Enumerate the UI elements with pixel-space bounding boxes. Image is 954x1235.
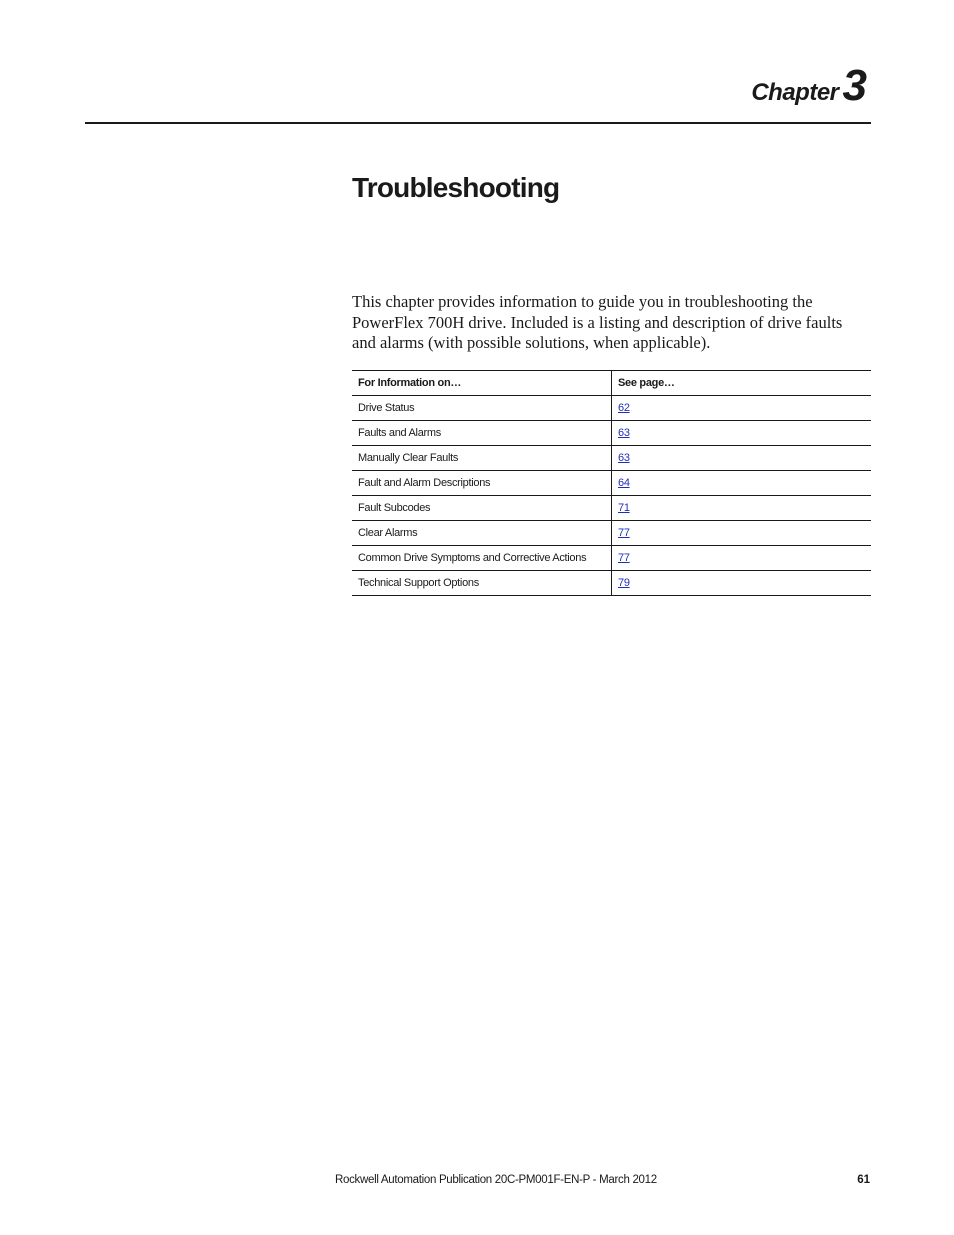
table-header-row (352, 371, 871, 396)
page-link[interactable]: 77 (618, 527, 630, 539)
column-header-topic: For Information on… (352, 371, 612, 396)
table-row (352, 446, 871, 471)
page-cell (612, 471, 872, 496)
chapter-heading (751, 61, 867, 110)
chapter-number: 3 (842, 61, 867, 110)
column-header-page: See page… (612, 371, 872, 396)
intro-paragraph: This chapter provides information to guide you in troubleshooting the PowerFlex 700H drive. Included is a listing and description of drive faults and alarms (with possible solutions, when applicable). (352, 292, 843, 352)
table-row (352, 546, 871, 571)
page-title: Troubleshooting (352, 172, 560, 203)
page-cell (612, 396, 872, 421)
page-link[interactable]: 79 (618, 577, 630, 589)
table-row (352, 521, 871, 546)
page-cell (612, 521, 872, 546)
topic-cell: Drive Status (352, 396, 612, 421)
topic-cell: Fault Subcodes (352, 496, 612, 521)
chapter-word: Chapter (751, 79, 839, 106)
topic-cell: Fault and Alarm Descriptions (352, 471, 612, 496)
footer-page-number: 61 (857, 1174, 870, 1186)
table-row (352, 421, 871, 446)
page-cell (612, 446, 872, 471)
page-cell (612, 421, 872, 446)
page-cell (612, 546, 872, 571)
topic-cell: Faults and Alarms (352, 421, 612, 446)
topics-table (352, 370, 871, 596)
topic-cell: Clear Alarms (352, 521, 612, 546)
topic-cell: Common Drive Symptoms and Corrective Actions (352, 546, 612, 571)
header-rule (85, 122, 871, 124)
table-row (352, 396, 871, 421)
table-row (352, 496, 871, 521)
page-cell (612, 496, 872, 521)
footer-publication: Rockwell Automation Publication 20C-PM001F-EN-P - March 2012 (335, 1174, 657, 1186)
page-cell (612, 571, 872, 596)
topic-cell: Manually Clear Faults (352, 446, 612, 471)
page-link[interactable]: 71 (618, 502, 630, 514)
page-link[interactable]: 62 (618, 402, 630, 414)
page-link[interactable]: 63 (618, 452, 630, 464)
page-link[interactable]: 77 (618, 552, 630, 564)
table-row (352, 571, 871, 596)
page-link[interactable]: 63 (618, 427, 630, 439)
topic-cell: Technical Support Options (352, 571, 612, 596)
page-link[interactable]: 64 (618, 477, 630, 489)
table-row (352, 471, 871, 496)
